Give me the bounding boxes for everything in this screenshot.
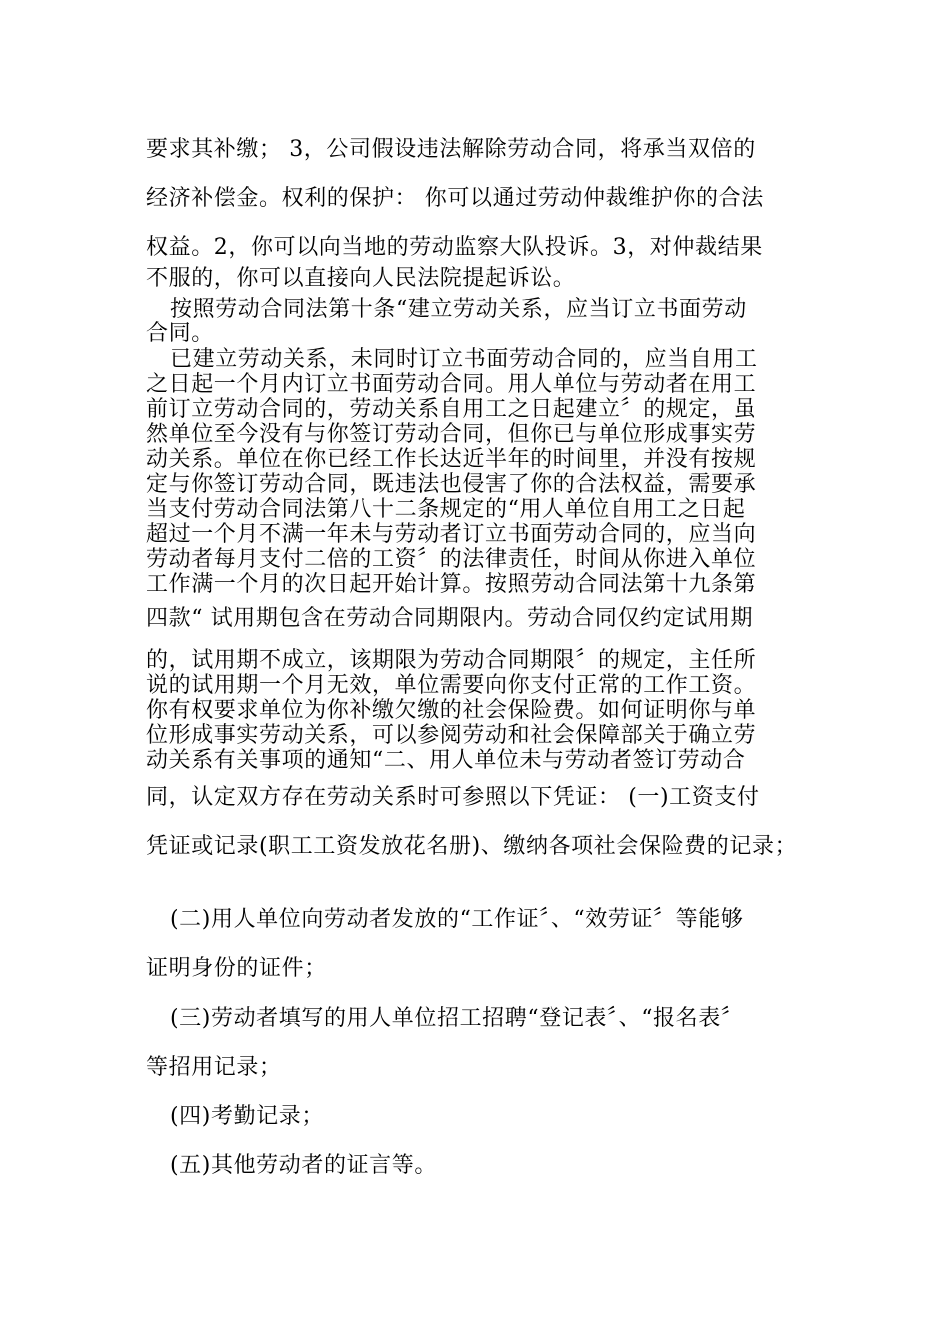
text-line: 动关系。单位在你已经工作长达近半年的时间里，并没有按规 (146, 447, 757, 472)
list-item: (二)用人单位向劳动者发放的“工作证〞、“效劳证〞等能够 (170, 907, 744, 932)
text-line: 要求其补缴； 3，公司假设违法解除劳动合同，将承当双倍的 (146, 137, 756, 162)
text-line: 工作满一个月的次日起开始计算。按照劳动合同法第十九条第 (146, 572, 757, 597)
text-line: 当支付劳动合同法第八十二条规定的“用人单位自用工之日起 (146, 497, 746, 522)
text-line: 同，认定双方存在劳动关系时可参照以下凭证： (一)工资支付 (146, 785, 760, 810)
text-line: 说的试用期一个月无效，单位需要向你支付正常的工作工资。 (146, 673, 757, 698)
text-line: 劳动者每月支付二倍的工资〞的法律责任，时间从你进入单位 (146, 547, 757, 572)
text-line: 证明身份的证件； (146, 956, 327, 981)
text-line: 四款“ 试用期包含在劳动合同期限内。劳动合同仅约定试用期 (146, 606, 754, 631)
text-line: 动关系有关事项的通知“二、用人单位未与劳动者签订劳动合 (146, 748, 746, 773)
text-line: 的，试用期不成立，该期限为劳动合同期限〞的规定，主任所 (146, 648, 757, 673)
list-item: (四)考勤记录； (170, 1104, 324, 1129)
list-item: (三)劳动者填写的用人单位招工招聘“登记表〞、“报名表〞 (170, 1006, 744, 1031)
list-item: (五)其他劳动者的证言等。 (170, 1153, 437, 1178)
text-line: 位形成事实劳动关系，可以参阅劳动和社会保障部关于确立劳 (146, 723, 757, 748)
text-line: 合同。 (146, 321, 214, 346)
text-line: 超过一个月不满一年未与劳动者订立书面劳动合同的，应当向 (146, 522, 757, 547)
text-line: 定与你签订劳动合同，既违法也侵害了你的合法权益，需要承 (146, 472, 757, 497)
text-line: 凭证或记录(职工工资发放花名册)、缴纳各项社会保险费的记录； (146, 834, 798, 859)
paragraph-first-line: 已建立劳动关系，未同时订立书面劳动合同的，应当自用工 (170, 347, 758, 372)
text-line: 等招用记录； (146, 1055, 282, 1080)
text-line: 不服的，你可以直接向人民法院提起诉讼。 (146, 266, 576, 291)
text-line: 权益。2，你可以向当地的劳动监察大队投诉。3，对仲裁结果 (146, 235, 763, 260)
text-line: 经济补偿金。权利的保护： 你可以通过劳动仲裁维护你的合法 (146, 186, 764, 211)
text-line: 你有权要求单位为你补缴欠缴的社会保险费。如何证明你与单 (146, 698, 757, 723)
paragraph-first-line: 按照劳动合同法第十条“建立劳动关系，应当订立书面劳动 (170, 297, 747, 322)
text-line: 然单位至今没有与你签订劳动合同，但你已与单位形成事实劳 (146, 422, 757, 447)
text-line: 前订立劳动合同的，劳动关系自用工之日起建立〞的规定，虽 (146, 397, 757, 422)
text-line: 之日起一个月内订立书面劳动合同。用人单位与劳动者在用工 (146, 372, 757, 397)
